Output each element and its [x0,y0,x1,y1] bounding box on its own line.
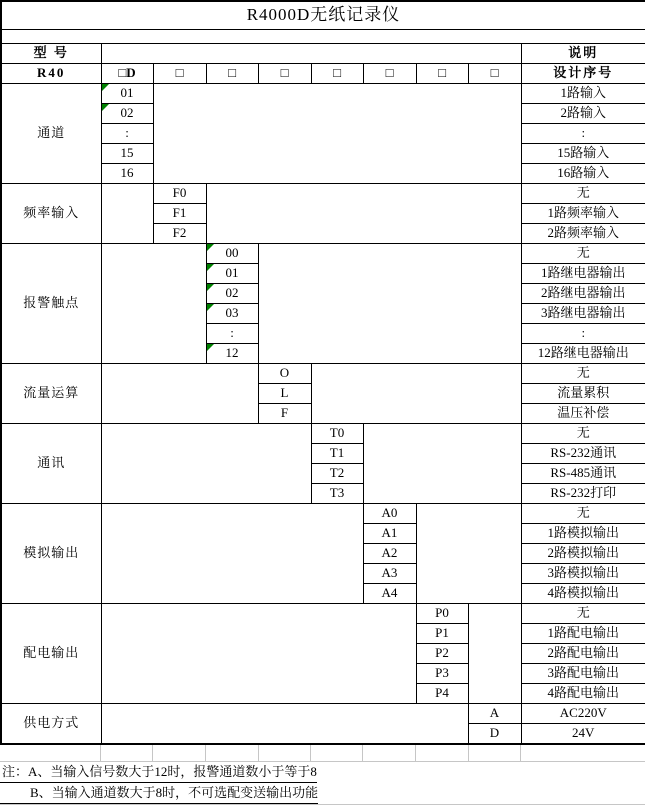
option-code-cell: 02 [206,284,258,304]
gridline-vertical [362,745,363,761]
gridline-vertical [468,745,469,761]
option-row [1,184,645,204]
gridline-vertical [415,745,416,761]
option-row [1,504,645,524]
page-title: R4000D无纸记录仪 [1,1,645,30]
option-code-cell: A1 [363,524,416,544]
merged-empty-cell [101,604,416,704]
option-code-cell: P0 [416,604,468,624]
code-box: □ [468,64,521,84]
option-code-cell: A2 [363,544,416,564]
option-code-cell: : [206,324,258,344]
option-description-cell: 无 [521,424,645,444]
option-description-cell: 1路模拟输出 [521,524,645,544]
option-code-cell: 16 [101,164,153,184]
option-description-cell: : [521,324,645,344]
option-description-cell: 无 [521,604,645,624]
option-code-cell: P4 [416,684,468,704]
option-row [1,424,645,444]
option-row [1,704,645,724]
section-label: 频率输入 [1,184,101,244]
merged-empty-cell [258,244,521,364]
option-description-cell: 无 [521,364,645,384]
option-row [1,244,645,264]
option-code-cell: A [468,704,521,724]
option-description-cell: RS-485通讯 [521,464,645,484]
footnote-b: B、当输入通道数大于8时，不可选配变送输出功能 [0,783,318,804]
gridline-vertical [152,745,153,761]
option-code-cell: F1 [153,204,206,224]
option-description-cell: AC220V [521,704,645,724]
option-code-cell: L [258,384,311,404]
option-code-cell: : [101,124,153,144]
option-description-cell: 1路频率输入 [521,204,645,224]
code-box-d: □D [101,64,153,84]
option-description-cell: 1路输入 [521,84,645,104]
code-box: □ [311,64,363,84]
spacer-row [1,30,645,44]
option-description-cell: 2路输入 [521,104,645,124]
option-code-cell: T2 [311,464,363,484]
option-description-cell: 24V [521,724,645,745]
code-box: □ [206,64,258,84]
option-code-cell: 01 [101,84,153,104]
green-corner-marker-icon [207,304,214,311]
option-code-cell: 03 [206,304,258,324]
merged-empty-cell [311,364,521,424]
option-code-cell: 12 [206,344,258,364]
option-description-cell: 3路配电输出 [521,664,645,684]
merged-empty-cell [363,424,521,504]
merged-empty-cell [416,504,521,604]
option-description-cell: 无 [521,184,645,204]
gridline-vertical [310,745,311,761]
spreadsheet-gridline-row [0,745,645,762]
option-code-cell: 00 [206,244,258,264]
option-description-cell: 1路配电输出 [521,624,645,644]
footnote-a: 注：A、当输入信号数大于12时，报警通道数小于等于8 [0,762,317,783]
merged-empty-cell [153,84,521,184]
gridline-vertical [100,745,101,761]
merged-empty-cell [101,364,258,424]
merged-empty-cell [101,244,206,364]
option-code-cell: A4 [363,584,416,604]
merged-empty-cell [206,184,521,244]
section-label: 流量运算 [1,364,101,424]
merged-empty-cell [468,604,521,704]
option-description-cell: : [521,124,645,144]
title-row [1,1,645,30]
green-corner-marker-icon [207,244,214,251]
option-code-cell: F2 [153,224,206,244]
code-box: □ [153,64,206,84]
section-label: 模拟输出 [1,504,101,604]
description-header-label: 说明 [521,44,645,64]
design-serial-label: 设计序号 [521,64,645,84]
option-code-cell: A0 [363,504,416,524]
option-description-cell: 2路继电器输出 [521,284,645,304]
option-code-cell: 02 [101,104,153,124]
option-description-cell: 1路继电器输出 [521,264,645,284]
option-code-cell: 01 [206,264,258,284]
option-code-cell: P3 [416,664,468,684]
option-description-cell: 流量累积 [521,384,645,404]
option-code-cell: T0 [311,424,363,444]
option-description-cell: 温压补偿 [521,404,645,424]
green-corner-marker-icon [102,104,109,111]
option-code-cell: P1 [416,624,468,644]
header-merged-cell [101,44,521,64]
option-code-cell: A3 [363,564,416,584]
green-corner-marker-icon [207,344,214,351]
option-code-cell: F [258,404,311,424]
code-box: □ [416,64,468,84]
spacer-cell [1,30,645,44]
option-description-cell: 4路配电输出 [521,684,645,704]
option-code-cell: 15 [101,144,153,164]
option-row [1,604,645,624]
option-code-cell: T3 [311,484,363,504]
option-description-cell: 15路输入 [521,144,645,164]
option-description-cell: RS-232通讯 [521,444,645,464]
model-value: R40 [1,64,101,84]
option-description-cell: 2路配电输出 [521,644,645,664]
section-label: 通道 [1,84,101,184]
option-code-cell: O [258,364,311,384]
header-row [1,44,645,64]
code-box: □ [258,64,311,84]
option-description-cell: 3路继电器输出 [521,304,645,324]
green-corner-marker-icon [102,84,109,91]
model-header-label: 型 号 [1,44,101,64]
option-code-cell: D [468,724,521,745]
section-label: 报警触点 [1,244,101,364]
merged-empty-cell [101,704,468,745]
option-description-cell: 4路模拟输出 [521,584,645,604]
gridline-vertical [205,745,206,761]
merged-empty-cell [101,424,311,504]
option-description-cell: 12路继电器输出 [521,344,645,364]
option-description-cell: 无 [521,504,645,524]
option-description-cell: 2路频率输入 [521,224,645,244]
footnotes [0,762,645,804]
green-corner-marker-icon [207,264,214,271]
option-description-cell: 2路模拟输出 [521,544,645,564]
option-row [1,84,645,104]
merged-empty-cell [101,504,363,604]
green-corner-marker-icon [207,284,214,291]
option-row [1,364,645,384]
gridline-vertical [520,745,521,761]
code-header-row [1,64,645,84]
code-box: □ [363,64,416,84]
gridline-vertical [258,745,259,761]
section-label: 配电输出 [1,604,101,704]
merged-empty-cell [101,184,153,244]
option-description-cell: 无 [521,244,645,264]
option-description-cell: 3路模拟输出 [521,564,645,584]
section-label: 供电方式 [1,704,101,745]
option-description-cell: 16路输入 [521,164,645,184]
section-label: 通讯 [1,424,101,504]
option-code-cell: T1 [311,444,363,464]
option-description-cell: RS-232打印 [521,484,645,504]
option-code-cell: P2 [416,644,468,664]
option-code-cell: F0 [153,184,206,204]
